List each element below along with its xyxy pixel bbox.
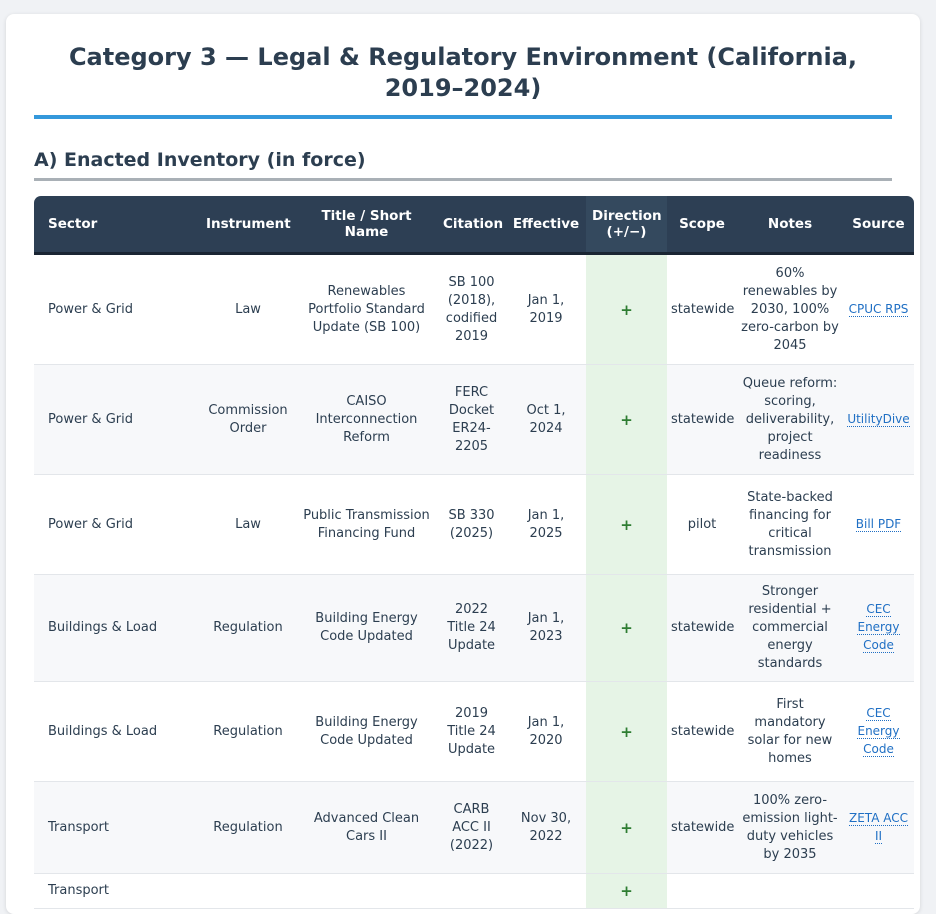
cell-sector: Power & Grid <box>34 365 200 475</box>
cell-direction: + <box>586 475 667 575</box>
column-header-citation: Citation <box>437 196 506 255</box>
cell-citation: FERC Docket ER24-2205 <box>437 365 506 475</box>
cell-scope: statewide <box>667 782 737 874</box>
column-header-effective: Effective <box>506 196 586 255</box>
section-heading: A) Enacted Inventory (in force) <box>34 149 366 171</box>
cell-title <box>296 874 437 909</box>
cell-effective <box>506 874 586 909</box>
cell-sector: Buildings & Load <box>34 682 200 782</box>
column-header-scope: Scope <box>667 196 737 255</box>
cell-effective: Oct 1, 2024 <box>506 365 586 475</box>
column-header-source: Source <box>843 196 914 255</box>
column-header-notes: Notes <box>737 196 843 255</box>
cell-direction: + <box>586 874 667 909</box>
cell-notes: State-backed financing for critical transmission <box>737 475 843 575</box>
cell-scope: statewide <box>667 575 737 682</box>
cell-sector: Transport <box>34 874 200 909</box>
cell-direction: + <box>586 365 667 475</box>
table-header-row <box>34 196 914 255</box>
cell-scope: pilot <box>667 475 737 575</box>
table-row <box>34 475 914 575</box>
cell-citation: 2022 Title 24 Update <box>437 575 506 682</box>
column-header-sector: Sector <box>34 196 200 255</box>
cell-sector: Power & Grid <box>34 475 200 575</box>
cell-notes: 100% zero-emission light-duty vehicles by 2035 <box>737 782 843 874</box>
cell-title: Building Energy Code Updated <box>296 575 437 682</box>
table-row <box>34 255 914 365</box>
cell-citation: CARB ACC II (2022) <box>437 782 506 874</box>
cell-direction: + <box>586 682 667 782</box>
cell-citation: SB 100 (2018), codified 2019 <box>437 255 506 365</box>
cell-source <box>843 475 914 575</box>
section-divider <box>34 178 892 181</box>
cell-effective: Jan 1, 2025 <box>506 475 586 575</box>
cell-title: Renewables Portfolio Standard Update (SB 100) <box>296 255 437 365</box>
cell-direction: + <box>586 782 667 874</box>
source-link[interactable]: ZETA ACC II <box>849 810 908 843</box>
source-link[interactable]: UtilityDive <box>847 411 910 426</box>
cell-scope <box>667 874 737 909</box>
cell-direction: + <box>586 575 667 682</box>
cell-notes: Stronger residential + commercial energy standards <box>737 575 843 682</box>
cell-instrument: Regulation <box>200 682 296 782</box>
cell-notes: First mandatory solar for new homes <box>737 682 843 782</box>
cell-title: Public Transmission Financing Fund <box>296 475 437 575</box>
enacted-inventory-table <box>34 196 914 909</box>
cell-direction: + <box>586 255 667 365</box>
cell-instrument: Law <box>200 255 296 365</box>
cell-scope: statewide <box>667 365 737 475</box>
cell-notes <box>737 874 843 909</box>
table-row <box>34 782 914 874</box>
cell-notes: Queue reform: scoring, deliverability, project readiness <box>737 365 843 475</box>
cell-instrument: Law <box>200 475 296 575</box>
cell-source <box>843 782 914 874</box>
document-card <box>6 14 920 914</box>
cell-scope: statewide <box>667 255 737 365</box>
cell-source <box>843 575 914 682</box>
table-row <box>34 575 914 682</box>
title-divider <box>34 115 892 119</box>
source-link[interactable]: CEC Energy Code <box>857 705 900 756</box>
column-header-title: Title / Short Name <box>296 196 437 255</box>
cell-sector: Power & Grid <box>34 255 200 365</box>
cell-scope: statewide <box>667 682 737 782</box>
cell-source <box>843 365 914 475</box>
table-row <box>34 365 914 475</box>
cell-effective: Jan 1, 2020 <box>506 682 586 782</box>
cell-title: Building Energy Code Updated <box>296 682 437 782</box>
cell-sector: Buildings & Load <box>34 575 200 682</box>
cell-sector: Transport <box>34 782 200 874</box>
cell-effective: Jan 1, 2023 <box>506 575 586 682</box>
source-link[interactable]: CPUC RPS <box>848 301 909 316</box>
cell-citation: 2019 Title 24 Update <box>437 682 506 782</box>
cell-instrument: Regulation <box>200 782 296 874</box>
cell-effective: Nov 30, 2022 <box>506 782 586 874</box>
cell-notes: 60% renewables by 2030, 100% zero-carbon by 2045 <box>737 255 843 365</box>
cell-title: Advanced Clean Cars II <box>296 782 437 874</box>
cell-source <box>843 874 914 909</box>
cell-citation: SB 330 (2025) <box>437 475 506 575</box>
table-row <box>34 874 914 909</box>
column-header-instrument: Instrument <box>200 196 296 255</box>
source-link[interactable]: CEC Energy Code <box>857 602 900 652</box>
source-link[interactable]: Bill PDF <box>855 516 902 531</box>
cell-effective: Jan 1, 2019 <box>506 255 586 365</box>
cell-citation <box>437 874 506 909</box>
cell-source <box>843 255 914 365</box>
cell-source <box>843 682 914 782</box>
cell-instrument: Regulation <box>200 575 296 682</box>
cell-instrument: Commission Order <box>200 365 296 475</box>
cell-title: CAISO Interconnection Reform <box>296 365 437 475</box>
page-title: Category 3 — Legal & Regulatory Environment (California, 2019–2024) <box>68 43 858 102</box>
column-header-direction: Direction (+/−) <box>586 196 667 255</box>
table-row <box>34 682 914 782</box>
cell-instrument <box>200 874 296 909</box>
